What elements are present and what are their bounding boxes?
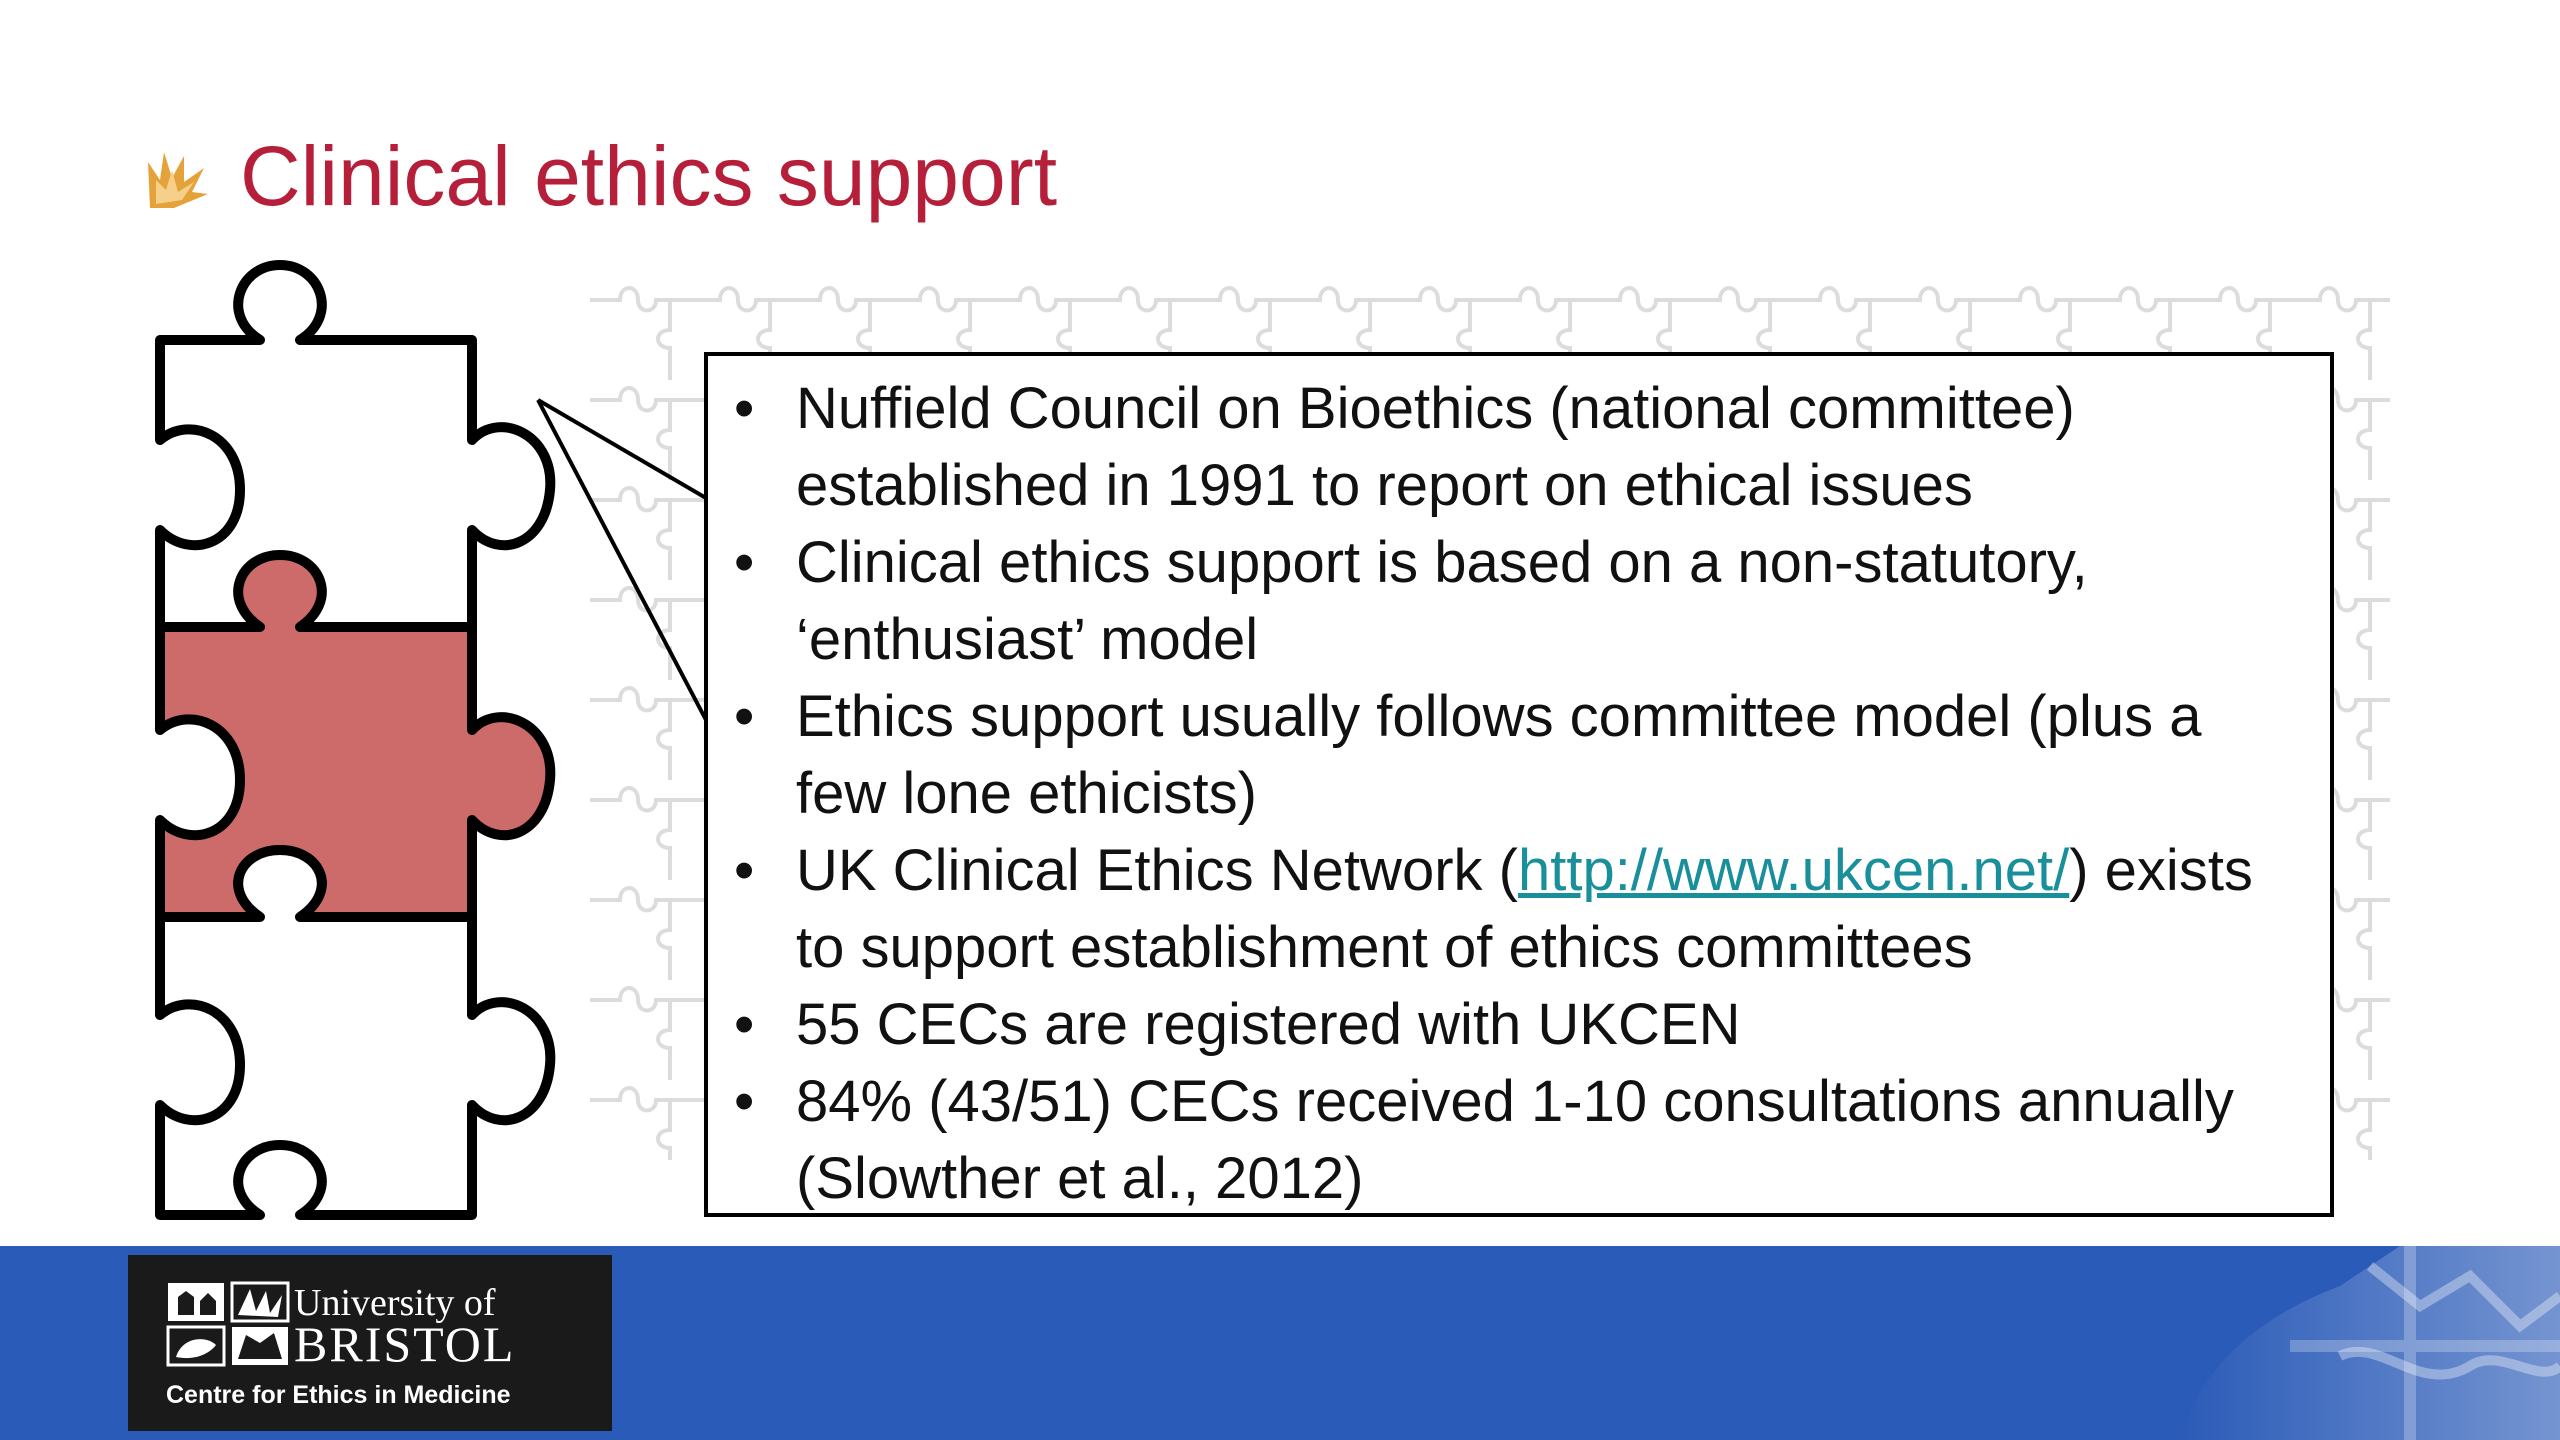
bullet-text: Nuffield Council on Bioethics (national committee) established in 1991 to report on ethical issues <box>796 376 2075 518</box>
bullet-text: 55 CECs are registered with UKCEN <box>796 992 1741 1057</box>
bullet-text: Ethics support usually follows committee model (plus a few lone ethicists) <box>796 684 2202 826</box>
crest-watermark-icon <box>2140 1246 2560 1440</box>
flame-bullet-icon <box>144 146 210 212</box>
callout-textbox <box>704 352 2334 1217</box>
bullet-text-after-link: ) exists to support establishment of ethics committees <box>796 838 2253 980</box>
ukcen-link[interactable]: http://www.ukcen.net/ <box>1517 838 2070 903</box>
bullet-text-before-link: UK Clinical Ethics Network ( <box>796 838 1518 903</box>
bullet-text: Clinical ethics support is based on a non-statutory, ‘enthusiast’ model <box>796 530 2088 672</box>
puzzle-piece-top <box>160 265 550 627</box>
bullet-marker: • <box>734 992 755 1057</box>
bullet-item <box>728 986 2290 1063</box>
slide-title: Clinical ethics support <box>240 129 1058 223</box>
university-logo <box>128 1255 612 1431</box>
bullet-marker: • <box>734 1069 755 1134</box>
logo-university-of: University of <box>294 1282 496 1324</box>
bullet-list <box>728 370 2290 1217</box>
logo-bristol: BRISTOL <box>294 1316 516 1372</box>
bullet-marker: • <box>734 838 755 903</box>
bullet-item <box>728 678 2290 832</box>
logo-centre-name: Centre for Ethics in Medicine <box>166 1381 511 1409</box>
bullet-item <box>728 832 2290 986</box>
bullet-marker: • <box>734 376 755 441</box>
bullet-item <box>728 370 2290 524</box>
bullet-marker: • <box>734 530 755 595</box>
university-crest-icon <box>166 1281 296 1367</box>
puzzle-stack <box>150 255 560 1230</box>
bullet-marker: • <box>734 684 755 749</box>
bullet-item <box>728 1063 2290 1217</box>
bullet-text: 84% (43/51) CECs received 1-10 consultations annually (Slowther et al., 2012) <box>796 1069 2234 1211</box>
bullet-item <box>728 524 2290 678</box>
